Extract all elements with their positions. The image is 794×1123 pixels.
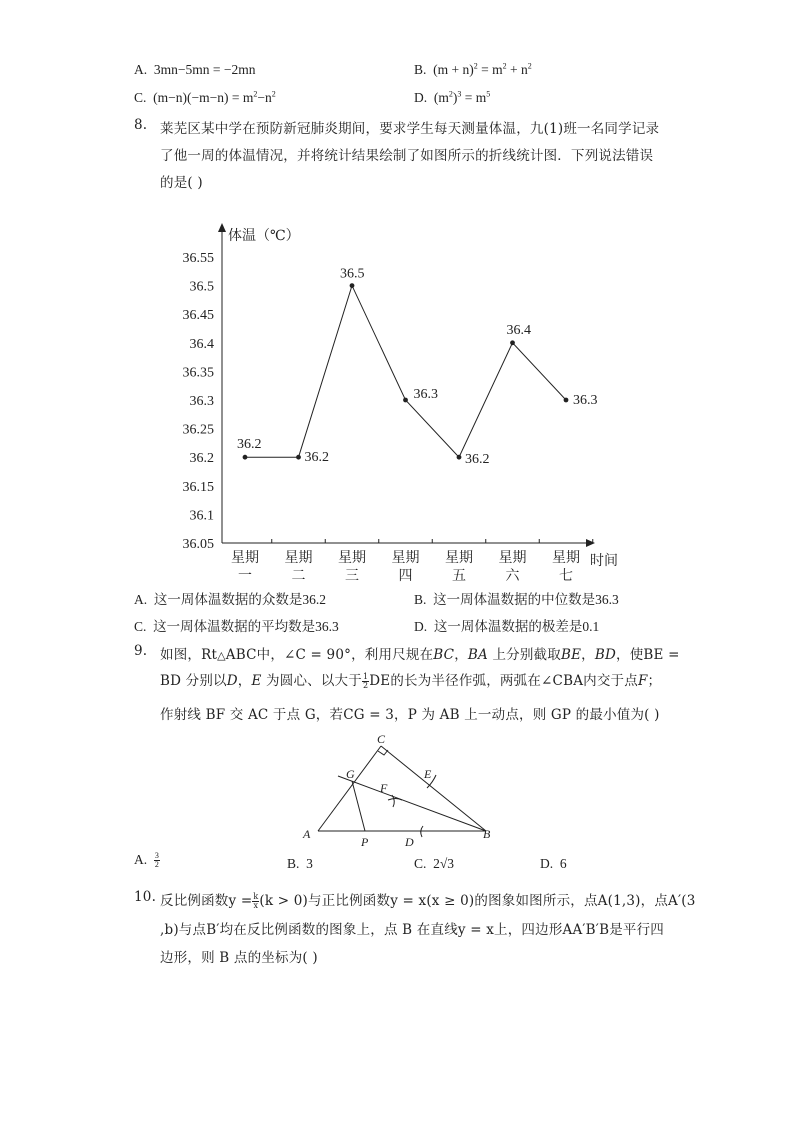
- data-label: 36.2: [465, 452, 490, 468]
- q10-stem-line-1: 反比例函数y = $\frac{k}{x}$ (k > 0)与正比例函数y = x(x ≥ 0)的图象如图所示，点A(1,3)，点A′(3: [160, 892, 696, 910]
- q8-stem-line-3: 的是( ): [160, 175, 203, 191]
- q9-stem-line-2: BD 分别以D，E 为圆心、以大于 $\frac{1}{2}$ DE的长为半径作弧，两弧在∠CBA内交于点F；: [160, 672, 662, 690]
- x-category-label: 星期: [231, 551, 259, 566]
- label-d: D: [405, 835, 414, 849]
- y-tick-label: 36.05: [182, 537, 214, 552]
- y-tick-label: 36.5: [189, 279, 214, 295]
- x-category-label-line2: 六: [505, 569, 520, 584]
- q10-stem-line-2: ,b)与点B′均在反比例函数的图象上，点 B 在直线y = x上，四边形AA′B′B是平行四: [160, 922, 664, 938]
- data-label: 36.2: [304, 450, 329, 466]
- label-p: P: [361, 835, 369, 849]
- y-tick-label: 36.25: [182, 422, 214, 438]
- label-f: F: [380, 781, 388, 795]
- x-category-label: 星期: [445, 551, 473, 566]
- label-g: G: [346, 767, 355, 781]
- x-category-label: 星期: [552, 551, 580, 566]
- x-category-label-line2: 四: [398, 569, 413, 584]
- y-tick-label: 36.2: [189, 451, 214, 467]
- q10-number: 10.: [134, 889, 157, 905]
- x-category-label-line2: 三: [345, 569, 359, 584]
- segment-cb: [381, 746, 486, 831]
- x-category-label: 星期: [391, 551, 420, 566]
- q8-option-b: B. 这一周体温数据的中位数是36.3: [414, 592, 619, 607]
- y-tick-label: 36.15: [182, 479, 214, 495]
- x-category-label-line2: 七: [559, 569, 573, 584]
- label-a: A: [303, 827, 311, 841]
- q9-option-c: C. 2√3: [414, 856, 455, 871]
- q8-option-c: C. 这一周体温数据的平均数是36.3: [134, 619, 339, 634]
- y-tick-label: 36.1: [189, 508, 214, 524]
- data-label: 36.3: [573, 393, 598, 408]
- y-tick-label: 36.4: [189, 336, 214, 352]
- q10-stem-line-3: 边形，则 B 点的坐标为( ): [160, 950, 318, 966]
- fraction-one-half: $\frac{1}{2}$: [362, 672, 369, 690]
- q7-option-a: A. 3mn−5mn = −2mn: [134, 62, 256, 77]
- q8-stem-line-2: 了他一周的体温情况，并将统计结果绘制了如图所示的折线统计图．下列说法错误: [160, 148, 654, 164]
- q8-number: 8.: [134, 117, 148, 133]
- q8-stem-line-1: 莱芜区某中学在预防新冠肺炎期间，要求学生每天测量体温，九(1)班一名同学记录: [160, 121, 660, 137]
- fraction-three-halves: $\frac{3}{2}$: [154, 851, 159, 870]
- q9-stem-line-3: 作射线 BF 交 AC 于点 G，若CG = 3，P 为 AB 上一动点，则 GP 的最小值为( ): [160, 707, 660, 723]
- x-category-label-line2: 一: [238, 569, 252, 584]
- q9-stem-line-1: 如图，Rt△ABC中，∠C = 90°，利用尺规在BC，BA 上分别截取BE，BD，使BE =: [160, 647, 680, 663]
- ray-bf: [338, 776, 486, 831]
- arc-f-2: [388, 799, 402, 801]
- q9-option-b: B. 3: [287, 856, 313, 871]
- q8-option-d: D. 这一周体温数据的极差是0.1: [414, 619, 600, 634]
- fraction-k-over-x: $\frac{k}{x}$: [253, 892, 259, 910]
- label-b: B: [483, 827, 491, 841]
- q9-number: 9.: [134, 643, 148, 659]
- x-category-label: 星期: [284, 551, 313, 566]
- q7-option-b: B. $(m + n)^2 = m^2 + n^2$: [414, 61, 532, 77]
- data-label: 36.3: [413, 387, 438, 402]
- y-axis-label: 体温（℃）: [228, 229, 300, 244]
- q8-option-a: A. 这一周体温数据的众数是36.2: [134, 592, 326, 607]
- q7-option-d: D. $(m^2)^3 = m^5$: [414, 89, 491, 105]
- x-category-label-line2: 二: [291, 569, 306, 584]
- label-e: E: [424, 767, 432, 781]
- y-tick-label: 36.55: [182, 251, 214, 266]
- x-category-label: 星期: [498, 551, 527, 566]
- data-label: 36.4: [506, 322, 531, 338]
- data-label: 36.5: [340, 266, 365, 282]
- q9-option-a: A. $\frac{3}{2}$: [134, 851, 159, 870]
- data-label: 36.2: [237, 437, 262, 453]
- x-category-label: 星期: [338, 551, 366, 566]
- y-tick-label: 36.35: [182, 365, 214, 381]
- q7-option-c: C. $(m-n)(-m-n) = m^2-n^2$: [134, 89, 276, 105]
- y-tick-label: 36.45: [182, 308, 214, 324]
- y-tick-label: 36.3: [189, 394, 214, 409]
- x-category-label-line2: 五: [452, 569, 466, 584]
- label-c: C: [377, 732, 386, 746]
- q9-option-d: D. 6: [540, 856, 567, 871]
- x-axis-label: 时间: [590, 554, 618, 569]
- segment-gp: [352, 781, 365, 831]
